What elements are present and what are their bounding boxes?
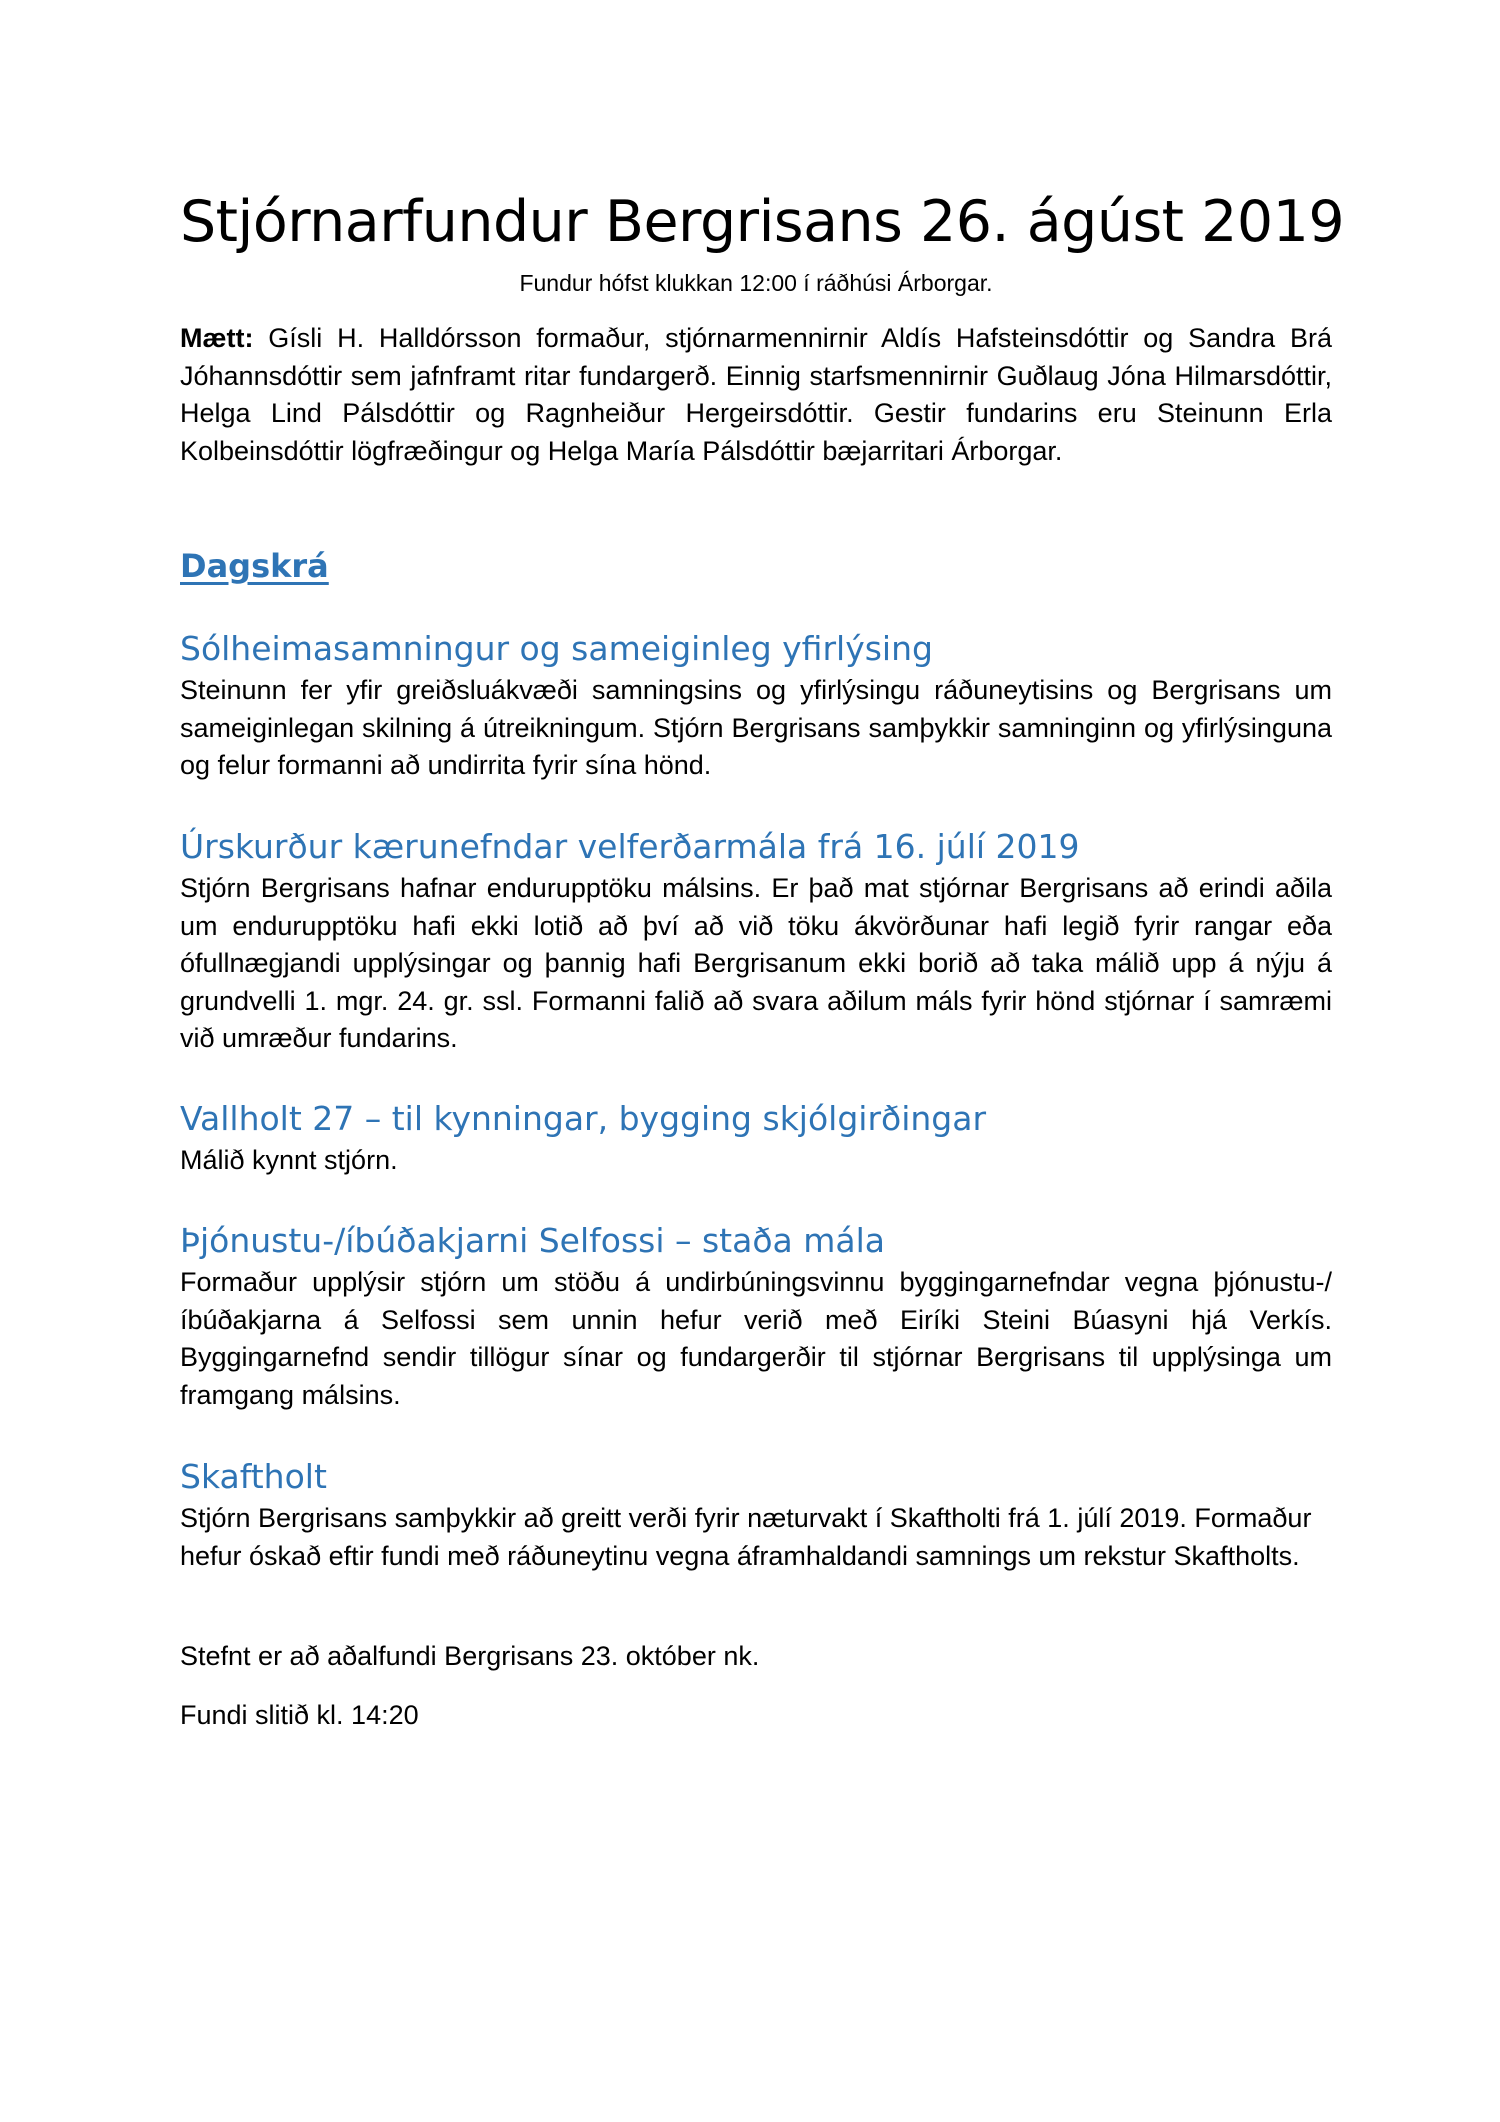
- agenda-item-text: Formaður upplýsir stjórn um stöðu á undirbúningsvinnu byggingarnefndar vegna þjónustu-/íbúðakjarna á Selfossi sem unnin hefur verið með Eiríki Steini Búasyni hjá Verkís. Byggingarnefnd sendir tillögur sínar og fundargerðir til stjórnar Bergrisans til upplýsinga um framgang málsins.: [180, 1267, 1332, 1410]
- agenda-item-heading: Vallholt 27 – til kynningar, bygging skjólgirðingar: [180, 1099, 987, 1138]
- document-title: Stjórnarfundur Bergrisans 26. ágúst 2019: [180, 189, 1345, 255]
- meeting-end-note: Fundi slitið kl. 14:20: [180, 1700, 419, 1730]
- agenda-item-4: [180, 1220, 1332, 1414]
- agenda-item-text: Málið kynnt stjórn.: [180, 1145, 398, 1175]
- agenda-item-heading: Skaftholt: [180, 1457, 327, 1496]
- agenda-item-2: [180, 826, 1332, 1058]
- attendance-text: [180, 320, 1332, 470]
- agenda-item-5: [180, 1456, 1332, 1575]
- closing-note-2: [180, 1697, 1332, 1735]
- meeting-start-line: Fundur hófst klukkan 12:00 í ráðhúsi Árborgar.: [519, 270, 993, 296]
- agenda-item-text: Stjórn Bergrisans samþykkir að greitt verði fyrir næturvakt í Skaftholti frá 1. júlí 2019. Formaður hefur óskað eftir fundi með ráðuneytinu vegna áframhaldandi samnings um rekstur Skaftholts.: [180, 1503, 1312, 1571]
- agenda-item-heading: Sólheimasamningur og sameiginleg yfirlýsing: [180, 629, 933, 668]
- agenda-heading: Dagskrá: [180, 547, 329, 585]
- agenda-item-heading: Úrskurður kærunefndar velferðarmála frá 16. júlí 2019: [180, 827, 1080, 866]
- agenda-section: [180, 546, 1332, 586]
- agenda-item-3: [180, 1098, 1332, 1180]
- attendance-label: Mætt:: [180, 323, 254, 353]
- agenda-item-1: [180, 628, 1332, 785]
- agenda-item-text: Steinunn fer yfir greiðsluákvæði samningsins og yfirlýsingu ráðuneytisins og Bergrisans um sameiginlegan skilning á útreikningum. Stjórn Bergrisans samþykkir samninginn og yfirlýsinguna og felur formanni að undirrita fyrir sína hönd.: [180, 675, 1332, 780]
- agenda-item-heading: Þjónustu-/íbúðakjarni Selfossi – staða mála: [180, 1221, 886, 1260]
- attendance-names: Gísli H. Halldórsson formaður, stjórnarmennirnir Aldís Hafsteinsdóttir og Sandra Brá Jóhannsdóttir sem jafnframt ritar fundargerð. Einnig starfsmennirnir Guðlaug Jóna Hilmarsdóttir, Helga Lind Pálsdóttir og Ragnheiður Hergeirsdóttir. Gestir fundarins eru Steinunn Erla Kolbeinsdóttir lögfræðingur og Helga María Pálsdóttir bæjarritari Árborgar.: [180, 323, 1332, 466]
- agenda-item-text: Stjórn Bergrisans hafnar endurupptöku málsins. Er það mat stjórnar Bergrisans að erindi aðila um endurupptöku hafi ekki lotið að því að við töku ákvörðunar hafi legið fyrir rangar eða ófullnægjandi upplýsingar og þannig hafi Bergrisanum ekki borið að taka málið upp á nýju á grundvelli 1. mgr. 24. gr. ssl. Formanni falið að svara aðilum máls fyrir hönd stjórnar í samræmi við umræður fundarins.: [180, 873, 1332, 1053]
- next-meeting-note: Stefnt er að aðalfundi Bergrisans 23. október nk.: [180, 1641, 760, 1671]
- closing-note-1: [180, 1638, 1332, 1676]
- attendance-paragraph: [180, 320, 1332, 470]
